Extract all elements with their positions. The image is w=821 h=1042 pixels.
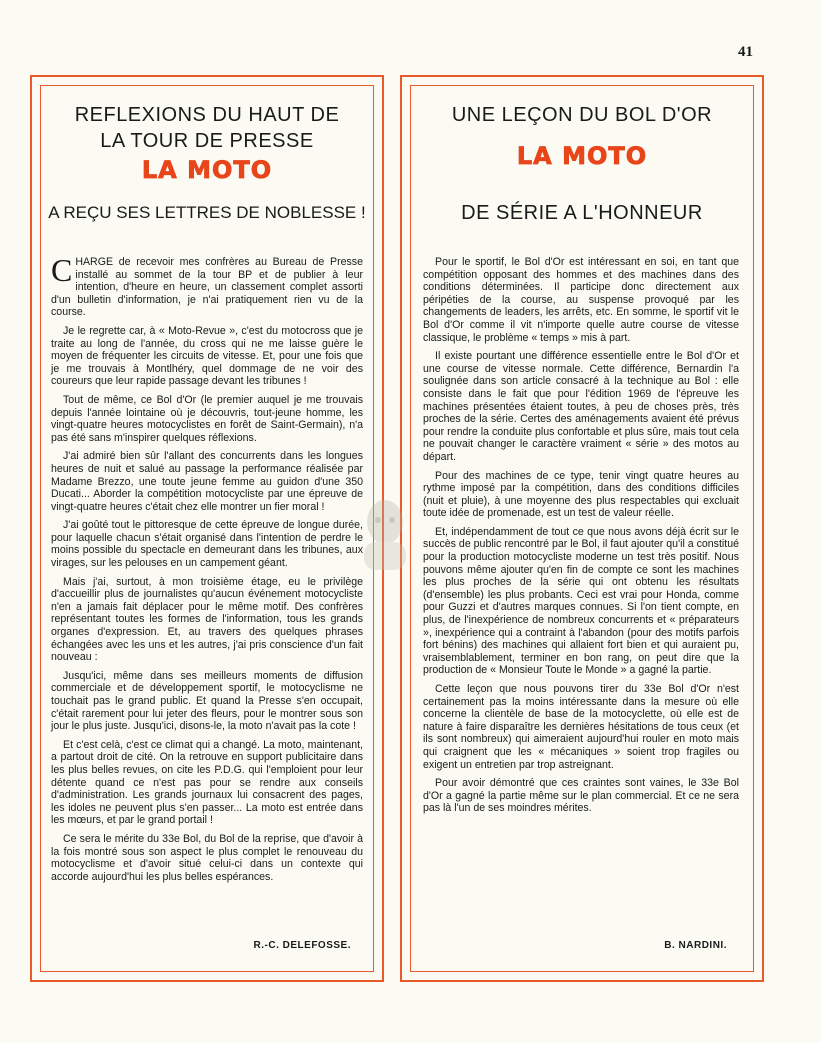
right-signature: B. NARDINI. bbox=[664, 940, 727, 951]
left-paragraph-5: J'ai goûté tout le pittoresque de cette épreuve de longue durée, pour laquelle chacun s'était organisé dans l'intention de perdre le moins possible du spectacle en demeurant dans les tribunes, aux virages, sur les pelouses en un campement géant. bbox=[51, 519, 363, 570]
left-article-frame bbox=[30, 75, 384, 982]
right-article-frame bbox=[400, 75, 764, 982]
page-number: 41 bbox=[738, 44, 753, 60]
left-article-body bbox=[51, 252, 363, 889]
right-paragraph-1: Pour le sportif, le Bol d'Or est intéressant en soi, en tant que compétition opposant des hommes et des machines dans des conditions déterminées. Il participe donc directement aux péripéties de la course, au suspense provoqué par les changements de leaders, les arrêts, etc. En somme, le sportif vit le Bol d'Or comme il vit n'importe quelle autre course de vitesse classique, le problème « temps » mis à part. bbox=[423, 256, 739, 344]
left-title-line-1: REFLEXIONS DU HAUT DE bbox=[74, 104, 340, 126]
left-subtitle: A REÇU SES LETTRES DE NOBLESSE ! bbox=[48, 203, 366, 222]
left-paragraph-2: Je le regrette car, à « Moto-Revue », c'est du motocross que je traite au long de l'année, du cross qui ne me laisse guère le moyen de fréquenter les circuits de vitesse. Et, pour une fois que je me trouvais à Montlhéry, quel dommage de ne voir des coureurs que leur rapide passage devant les tribunes ! bbox=[51, 324, 363, 388]
dropcap-letter: C bbox=[51, 252, 73, 288]
left-paragraph-9: Ce sera le mérite du 33e Bol, du Bol de la reprise, que d'avoir à la fois montré sous son aspect le plus complet le renouveau du motocyclisme et d'avoir situé celui-ci dans un contexte qui accorde aujourd'hui les plus belles espérances. bbox=[51, 832, 363, 883]
right-article-body bbox=[423, 256, 739, 821]
left-paragraph-6: Mais j'ai, surtout, à mon troisième étage, eu le privilège d'accueillir plus de journalistes qu'aucun événement motocycliste n'en a jamais fait déplacer pour le même motif. Des confrères représentant toutes les formes de l'information, tous les grands organes d'expression. Et, au travers des quelques phrases échangées avec les uns et les autres, j'ai pris conscience d'un fait nouveau : bbox=[51, 575, 363, 664]
left-paragraph-4: J'ai admiré bien sûr l'allant des concurrents dans les longues heures de nuit et salué au passage la performance réalisée par Madame Brezzo, une toute jeune femme au guidon d'une 350 Ducati... Aborder la compétition motocycliste par une épreuve de vingt-quatre heures c'était chez elle montrer un fier moral ! bbox=[51, 450, 363, 513]
left-paragraph-3: Tout de même, ce Bol d'Or (le premier auquel je me trouvais depuis l'année lointaine où je découvris, tout-jeune homme, les vingt-quatre heures motocyclistes en forêt de Saint-Germain), n'a pas été sans m'inspirer quelques réflexions. bbox=[51, 393, 363, 444]
right-title-line-1: UNE LEÇON DU BOL D'OR bbox=[451, 104, 713, 126]
right-subtitle: DE SÉRIE A L'HONNEUR bbox=[461, 202, 703, 224]
left-paragraph-7: Jusqu'ici, même dans ses meilleurs moments de diffusion commerciale et de développement sportif, le motocyclisme ne touchait pas le grand public. Et quand la Presse s'en occupait, c'était rarement pour lui jeter des fleurs, pour le montrer sous son jour le plus juste. Jusqu'ici, disons-le, la moto n'avait pas la cote ! bbox=[51, 669, 363, 733]
right-brand-title: LA MOTO bbox=[516, 142, 648, 170]
right-article-inner-frame bbox=[410, 85, 754, 972]
left-paragraph-1: CHARGE de recevoir mes confrères au Bureau de Presse installé au sommet de la tour BP et de publier à leur intention, d'heure en heure, un classement complet assorti d'un bulletin d'information, je n'ai pratiquement rien vu de la course. bbox=[51, 252, 363, 319]
right-paragraph-4: Et, indépendamment de tout ce que nous avons déjà écrit sur le succès de public rencontré par le Bol, il faut ajouter qu'il a constitué pour la production motocycliste moderne un test très positif. Nous pouvons même ajouter qu'en fin de compte ce sont les machines les plus proches de la série qui ont obtenu les résultats (d'ensemble) les plus probants. Ceci est vrai pour Honda, comme pour Guzzi et d'autres marques connues. Si l'on tient compte, en plus, de l'inexpérience de nombreux concurrents et « préparateurs », inexpérience qui a contraint à l'abandon (pour des motifs parfois fort bénins) des machines qui allaient fort bien et qui auraient pu, vraisemblablement, terminer en bon rang, on peut dire que la production de « Monsieur Toute le Monde » a gagné la partie. bbox=[423, 525, 739, 677]
left-title-line-2: LA TOUR DE PRESSE bbox=[100, 130, 314, 152]
right-paragraph-2: Il existe pourtant une différence essentielle entre le Bol d'Or et une course de vitesse normale. Cette différence, Bernardin l'a soulignée dans son article consacré à la technique au Bol : elle consiste dans le fait que pour l'édition 1969 de l'épreuve les machines présentées étaient toutes, à peu de choses près, très proches de la série. Certes des aménagements avaient été prévus pour rendre la conduite plus confortable et plus sûre, mais tout cela ne pouvait changer le caractère vraiment « série » des motos au départ. bbox=[423, 350, 739, 463]
left-article-inner-frame bbox=[40, 85, 374, 972]
right-paragraph-5: Cette leçon que nous pouvons tirer du 33e Bol d'Or n'est certainement pas la moins intéressante dans la mesure où elle concerne la clientèle de base de la motocyclette, où elle est de nature à faire disparaître les dernières hésitations de tous ceux (et ils sont nombreux) qui aimeraient aujourd'hui rouler en moto mais qui craignent que les « mécaniques » soient trop fragiles ou exigent un entretien par trop astreignant. bbox=[423, 683, 739, 771]
watermark-portrait-image bbox=[350, 490, 420, 570]
left-signature: R.-C. DELEFOSSE. bbox=[253, 940, 351, 951]
left-brand-title: LA MOTO bbox=[141, 156, 273, 184]
right-paragraph-3: Pour des machines de ce type, tenir vingt quatre heures au rythme imposé par la compétition, dans des conditions difficiles (nuit et pluie), à une moyenne des plus respectables qui excluait toute idée de promenade, est un test de valeur réelle. bbox=[423, 469, 739, 520]
left-paragraph-8: Et c'est celà, c'est ce climat qui a changé. La moto, maintenant, a partout droit de cité. On la retrouve en support publicitaire dans les plus belles revues, on cite les P.D.G. qui l'emploient pour leur détente quand ce n'est pas pour se rendre aux conseils d'administration. Les grands journaux lui consacrent des pages, les idoles ne peuvent plus s'en passer... La moto est entrée dans les mœurs, et par le grand portail ! bbox=[51, 738, 363, 827]
right-paragraph-6: Pour avoir démontré que ces craintes sont vaines, le 33e Bol d'Or a gagné la partie même sur le plan commercial. Et ce ne sera pas là l'un de ses moindres mérites. bbox=[423, 777, 739, 815]
